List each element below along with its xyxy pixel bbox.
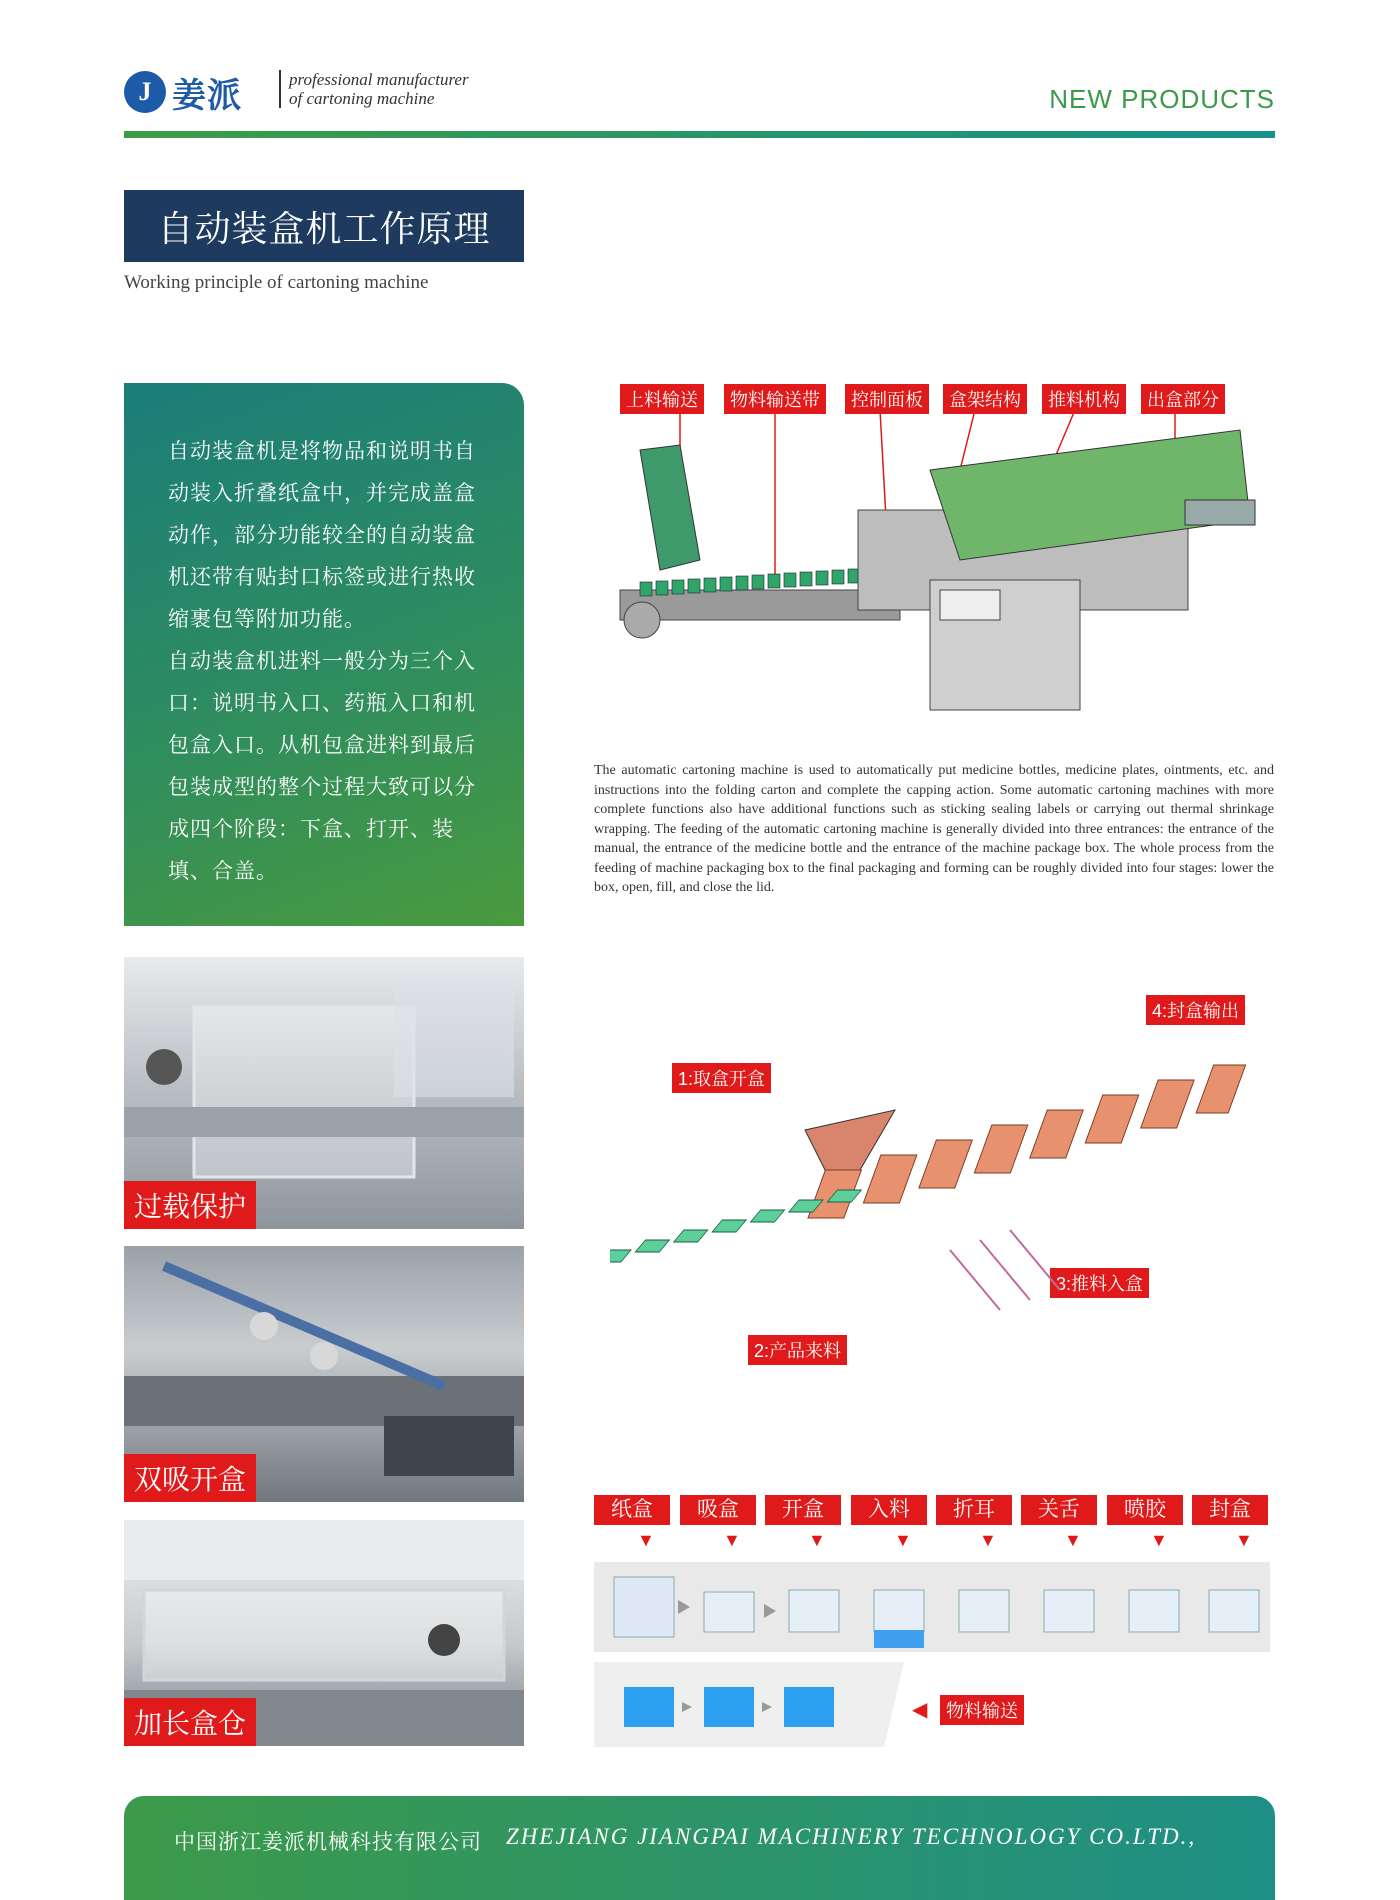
- stage-3-label: 3:推料入盒: [1050, 1268, 1149, 1298]
- process-step-glue: 喷胶: [1107, 1495, 1183, 1525]
- callout-pushing-mechanism: 推料机构: [1042, 384, 1126, 414]
- stage-4-label: 4:封盒输出: [1146, 995, 1245, 1025]
- stage-2-label: 2:产品来料: [748, 1335, 847, 1365]
- process-step-fold-ear: 折耳: [936, 1495, 1012, 1525]
- footer-company-en: ZHEJIANG JIANGPAI MACHINERY TECHNOLOGY CO.LTD.,: [506, 1824, 1197, 1849]
- tagline-line2: of cartoning machine: [289, 89, 435, 108]
- callout-conveyor-belt: 物料输送带: [724, 384, 826, 414]
- left-arrow-icon: ◀: [912, 1699, 928, 1721]
- logo-text: 姜派: [172, 76, 242, 115]
- intro-panel: [124, 383, 524, 926]
- header-divider: [124, 131, 1275, 138]
- page-subtitle: Working principle of cartoning machine: [124, 272, 429, 293]
- down-arrow-icon: ▼: [1064, 1530, 1082, 1550]
- process-step-suction: 吸盒: [680, 1495, 756, 1525]
- material-conveying-label: 物料输送: [940, 1695, 1024, 1725]
- down-arrow-icon: ▼: [723, 1530, 741, 1550]
- cartoning-machine-diagram: [600, 410, 1280, 740]
- intro-paragraph-1: 自动装盒机是将物品和说明书自动装入折叠纸盒中，并完成盖盒动作，部分功能较全的自动装盒机还带有贴封口标签或进行热收缩裹包等附加功能。: [168, 440, 476, 631]
- callout-control-panel: 控制面板: [845, 384, 929, 414]
- tagline-line1: professional manufacturer: [289, 70, 469, 89]
- page-footer: [124, 1796, 1275, 1900]
- photo-label: 双吸开盒: [124, 1454, 256, 1502]
- page-header: [124, 70, 1275, 115]
- down-arrow-icon: ▼: [979, 1530, 997, 1550]
- process-step-open: 开盒: [765, 1495, 841, 1525]
- process-step-carton: 纸盒: [594, 1495, 670, 1525]
- process-stage-diagram: [610, 1020, 1250, 1360]
- down-arrow-icon: ▼: [1150, 1530, 1168, 1550]
- process-flow-illustration: [594, 1562, 1270, 1747]
- down-arrow-icon: ▼: [637, 1530, 655, 1550]
- photo-label: 加长盒仓: [124, 1698, 256, 1746]
- stage-1-label: 1:取盒开盒: [672, 1063, 771, 1093]
- photo-extended-box-bin: [124, 1520, 524, 1746]
- down-arrow-icon: ▼: [808, 1530, 826, 1550]
- process-step-seal: 封盒: [1192, 1495, 1268, 1525]
- footer-company-cn: 中国浙江姜派机械科技有限公司: [174, 1831, 482, 1854]
- callout-feeding: 上料输送: [620, 384, 704, 414]
- process-step-feed: 入料: [851, 1495, 927, 1525]
- photo-overload-protection: [124, 957, 524, 1229]
- tagline: [279, 70, 469, 108]
- new-products-heading: NEW PRODUCTS: [1049, 84, 1275, 114]
- callout-box-output: 出盒部分: [1141, 384, 1225, 414]
- intro-paragraph-2: 自动装盒机进料一般分为三个入口：说明书入口、药瓶入口和机包盒入口。从机包盒进料到最后包装成型的整个过程大致可以分成四个阶段：下盒、打开、装填、合盖。: [168, 650, 476, 883]
- down-arrow-icon: ▼: [1235, 1530, 1253, 1550]
- callout-box-rack: 盒架结构: [943, 384, 1027, 414]
- company-logo: [124, 72, 274, 115]
- process-step-close-tongue: 关舌: [1021, 1495, 1097, 1525]
- machine-description: The automatic cartoning machine is used to automatically put medicine bottles, medicine plates, ointments, etc. and instructions into the folding carton and complete the capping action. Some automatic cartoning machines with more complete functions also have additional functions such as sticking sealing labels or carrying out thermal shrinkage wrapping. The feeding of the automatic cartoning machine is generally divided into three entrances: the entrance of the manual, the entrance of the medicine bottle and the entrance of the machine package box. The whole process from the feeding of machine packaging box to the final packaging and forming can be roughly divided into four stages: lower the box, open, fill, and close the lid.: [594, 763, 1274, 895]
- logo-mark: J: [124, 71, 166, 113]
- page-title: 自动装盒机工作原理: [124, 190, 524, 262]
- down-arrow-icon: ▼: [894, 1530, 912, 1550]
- photo-double-suction: [124, 1246, 524, 1502]
- photo-label: 过载保护: [124, 1181, 256, 1229]
